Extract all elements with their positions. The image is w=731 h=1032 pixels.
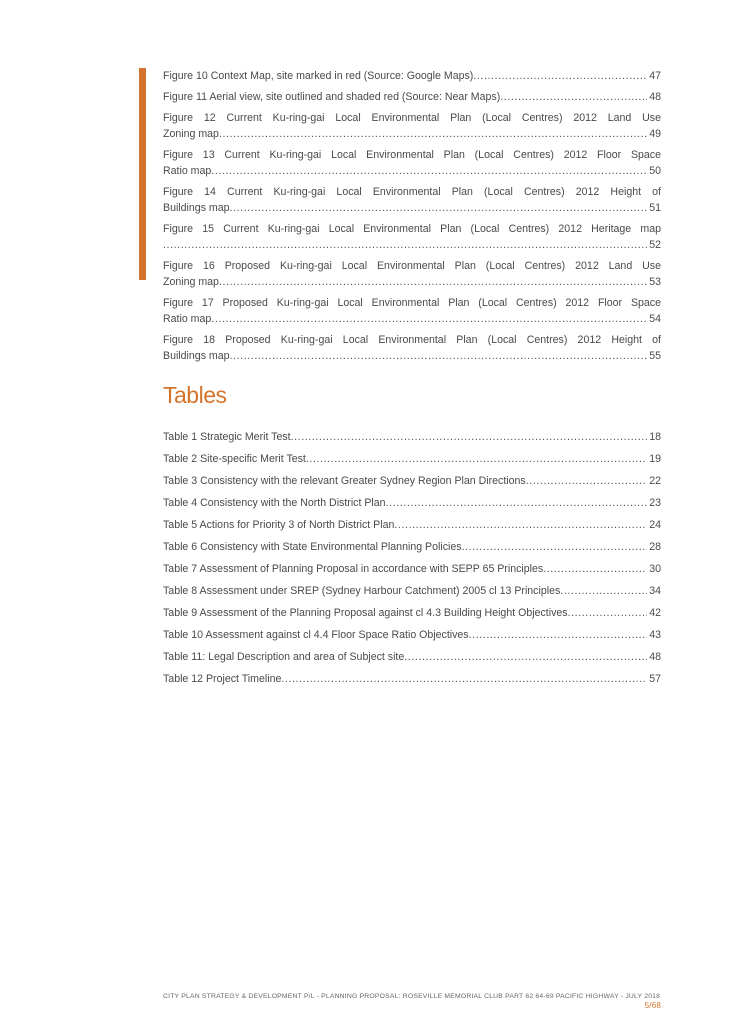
toc-entry-figure-11[interactable]: Figure 11 Aerial view, site outlined and shaded red (Source: Near Maps) ..... 48: [163, 89, 661, 105]
toc-entry-figure-10[interactable]: Figure 10 Context Map, site marked in red (Source: Google Maps) ..... 47: [163, 68, 661, 84]
toc-entry-table-5[interactable]: Table 5 Actions for Priority 3 of North District Plan ..... 24: [163, 517, 661, 533]
page-number: 5/68: [644, 1001, 661, 1010]
toc-entry-figure-16[interactable]: Figure 16 Proposed Ku-ring-gai Local Environmental Plan (Local Centres) 2012 Land Use Zoning map ..... 53: [163, 258, 661, 290]
toc-entry-table-11[interactable]: Table 11: Legal Description and area of Subject site ..... 48: [163, 649, 661, 665]
revision-bar: [139, 68, 146, 280]
toc-entry-table-3[interactable]: Table 3 Consistency with the relevant Greater Sydney Region Plan Directions ..... 22: [163, 473, 661, 489]
toc-entry-table-9[interactable]: Table 9 Assessment of the Planning Proposal against cl 4.3 Building Height Objectives ..... 42: [163, 605, 661, 621]
toc-entry-figure-18[interactable]: Figure 18 Proposed Ku-ring-gai Local Environmental Plan (Local Centres) 2012 Height of Buildings map ..... 55: [163, 332, 661, 364]
toc-entry-table-4[interactable]: Table 4 Consistency with the North District Plan ..... 23: [163, 495, 661, 511]
page-footer: [163, 992, 661, 1010]
toc-entry-table-1[interactable]: Table 1 Strategic Merit Test ..... 18: [163, 429, 661, 445]
toc-entry-table-7[interactable]: Table 7 Assessment of Planning Proposal in accordance with SEPP 65 Principles ..... 30: [163, 561, 661, 577]
table-list: [163, 429, 661, 693]
toc-entry-table-12[interactable]: Table 12 Project Timeline ..... 57: [163, 671, 661, 687]
toc-entry-table-6[interactable]: Table 6 Consistency with State Environmental Planning Policies ..... 28: [163, 539, 661, 555]
toc-entry-figure-12[interactable]: Figure 12 Current Ku-ring-gai Local Environmental Plan (Local Centres) 2012 Land Use Zoning map ..... 49: [163, 110, 661, 142]
figure-list: [163, 68, 661, 369]
toc-entry-table-2[interactable]: Table 2 Site-specific Merit Test ..... 19: [163, 451, 661, 467]
tables-heading: Tables: [163, 382, 227, 408]
toc-entry-table-8[interactable]: Table 8 Assessment under SREP (Sydney Harbour Catchment) 2005 cl 13 Principles ..... 34: [163, 583, 661, 599]
toc-entry-figure-13[interactable]: Figure 13 Current Ku-ring-gai Local Environmental Plan (Local Centres) 2012 Floor Space Ratio map ..... 50: [163, 147, 661, 179]
footer-text: CITY PLAN STRATEGY & DEVELOPMENT P/L - PLANNING PROPOSAL: ROSEVILLE MEMORIAL CLUB PART 62 64-69 PACIFIC HIGHWAY - JULY 2018: [163, 993, 661, 1000]
toc-entry-table-10[interactable]: Table 10 Assessment against cl 4.4 Floor Space Ratio Objectives ..... 43: [163, 627, 661, 643]
toc-entry-figure-14[interactable]: Figure 14 Current Ku-ring-gai Local Environmental Plan (Local Centres) 2012 Height of Buildings map ..... 51: [163, 184, 661, 216]
toc-entry-figure-15[interactable]: Figure 15 Current Ku-ring-gai Local Environmental Plan (Local Centres) 2012 Heritage map ..... 52: [163, 221, 661, 253]
toc-entry-figure-17[interactable]: Figure 17 Proposed Ku-ring-gai Local Environmental Plan (Local Centres) 2012 Floor Space Ratio map ..... 54: [163, 295, 661, 327]
